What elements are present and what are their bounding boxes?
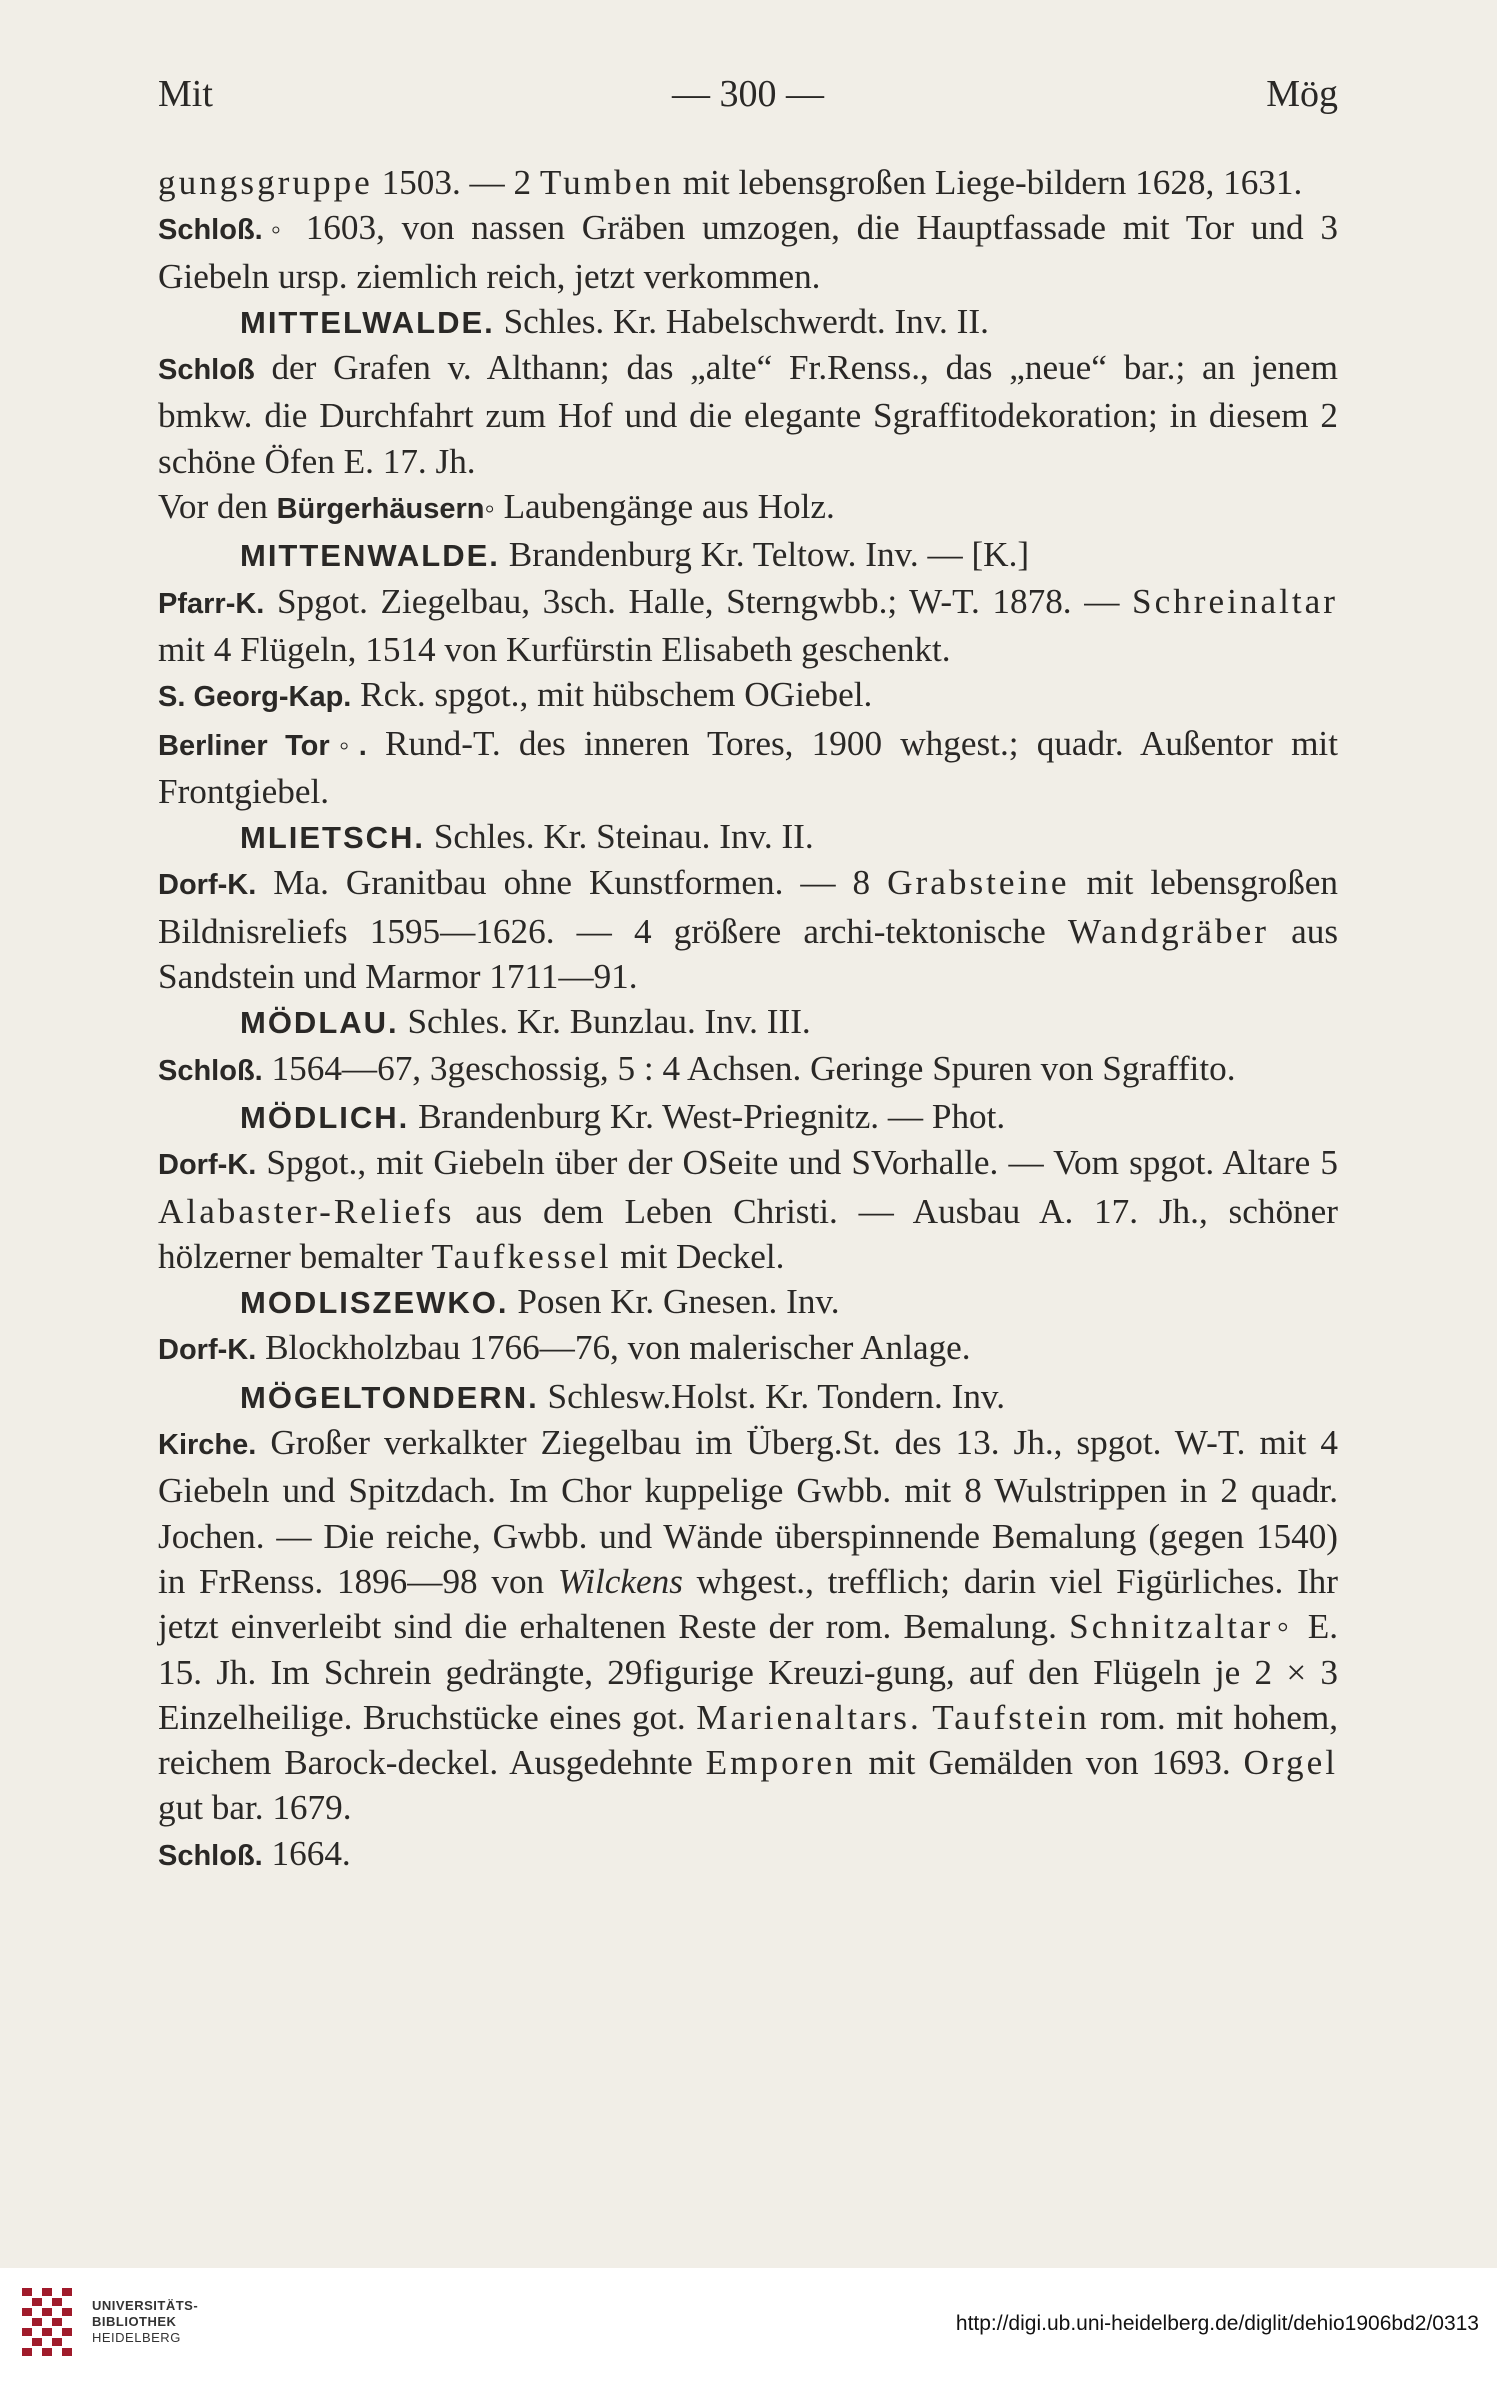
keyword: Schloß. (158, 1839, 263, 1872)
text-run: Schles. Kr. Habelschwerdt. Inv. II. (494, 301, 989, 341)
place-heading: MLIETSCH. (240, 820, 426, 856)
text-run: mit lebensgroßen Liege-bildern 1628, 1631. (673, 163, 1303, 202)
text-run: mit lebensgroßen Bildnisreliefs 1595—1626. — 4 größere archi-tektonische (158, 863, 1338, 951)
spaced-term: Schnitzaltar◦ (1069, 1607, 1296, 1647)
text-run: whgest., trefflich; darin viel Figürliches. Ihr jetzt einverleibt sind die erhaltenen Reste der rom. Bemalung. (158, 1561, 1338, 1647)
keyword: Schloß.◦ (158, 214, 289, 247)
place-heading-line (158, 814, 1338, 860)
text-run: gut bar. 1679. (158, 1788, 352, 1828)
text-run: der Grafen v. Althann; das „alte“ Fr.Renss., das „neue“ bar.; an jenem bmkw. die Durchfahrt zum Hof und die elegante Sgraffitodekoration; in diesem 2 schöne Öfen E. 17. Jh. (158, 348, 1338, 481)
spaced-term: Marienaltars. (696, 1697, 922, 1737)
place-heading: MODLISZEWKO. (240, 1285, 509, 1321)
paragraph (158, 1325, 1338, 1373)
paragraph (158, 345, 1338, 484)
text-run: Vor den (158, 487, 277, 527)
paragraph (158, 1831, 1338, 1879)
keyword: Schloß (158, 354, 255, 387)
library-name (92, 2298, 198, 2346)
library-seal-icon (18, 2282, 76, 2366)
italic-name: Wilckens (557, 1561, 683, 1601)
footer-bar (0, 2268, 1497, 2384)
text-run: 1503. — 2 (372, 163, 540, 202)
page-number: — 300 — (672, 73, 824, 115)
text-run: aus dem Leben Christi. — Ausbau A. 17. Jh., schöner hölzerner bemalter (158, 1191, 1338, 1276)
header-left-catchword: Mit (158, 73, 213, 115)
paragraph (158, 721, 1338, 815)
place-heading-line (158, 532, 1338, 578)
spaced-term: Tumben (539, 163, 674, 202)
text-run: rom. mit hohem, reichem Barock-deckel. Ausgedehnte (158, 1697, 1339, 1783)
text-run: Schles. Kr. Steinau. Inv. II. (425, 817, 814, 857)
library-name-line: UNIVERSITÄTS- (92, 2298, 199, 2313)
spaced-term: Taufstein (932, 1697, 1090, 1737)
place-heading: MITTELWALDE. (240, 304, 495, 340)
body-text (158, 160, 1338, 1879)
place-heading-line (158, 1374, 1338, 1420)
text-run: mit Gemälden von 1693. (855, 1743, 1244, 1783)
keyword: Schloß. (158, 1054, 263, 1087)
text-run: mit 4 Flügeln, 1514 von Kurfürstin Elisabeth geschenkt. (158, 629, 951, 669)
spaced-term: Taufkessel (431, 1236, 612, 1276)
keyword: Berliner Tor◦. (158, 729, 367, 762)
text-run: Schlesw.Holst. Kr. Tondern. Inv. (538, 1376, 1006, 1416)
place-heading-line (158, 299, 1338, 345)
paragraph (158, 860, 1338, 999)
header-right-catchword: Mög (1266, 73, 1338, 115)
paragraph (158, 484, 1338, 532)
library-name-line: HEIDELBERG (92, 2330, 181, 2345)
text-run: mit Deckel. (611, 1236, 785, 1276)
text-run: Blockholzbau 1766—76, von malerischer Anlage. (256, 1328, 971, 1368)
text-run: Rck. spgot., mit hübschem OGiebel. (351, 675, 873, 715)
keyword: Pfarr-K. (158, 587, 265, 620)
place-heading: MÖDLICH. (240, 1099, 410, 1135)
text-run: Posen Kr. Gnesen. Inv. (508, 1282, 840, 1322)
paragraph (158, 205, 1338, 299)
text-run: Spgot. Ziegelbau, 3sch. Halle, Sterngwbb.; W-T. 1878. — (264, 581, 1132, 621)
text-run: Laubengänge aus Holz. (494, 487, 835, 527)
keyword: S. Georg-Kap. (158, 681, 352, 714)
keyword: Kirche. (158, 1429, 257, 1462)
place-heading-line (158, 1094, 1338, 1140)
text-run: E. 15. Jh. Im Schrein gedrängte, 29figurige Kreuzi-gung, auf den Flügeln je 2 × 3 Einzelheilige. Bruchstücke eines got. (158, 1607, 1338, 1737)
text-run: Schles. Kr. Bunzlau. Inv. III. (398, 1002, 811, 1042)
text-run: Brandenburg Kr. Teltow. Inv. — [K.] (499, 535, 1030, 575)
keyword: Dorf-K. (158, 1334, 257, 1367)
paragraph (158, 579, 1338, 673)
paragraph (158, 1046, 1338, 1094)
text-run: Ma. Granitbau ohne Kunstformen. — 8 (256, 863, 888, 903)
place-heading: MÖGELTONDERN. (240, 1379, 539, 1415)
paragraph (158, 1420, 1338, 1831)
spaced-term: Grabsteine (887, 863, 1070, 903)
spaced-term: Alabaster-Reliefs (158, 1191, 455, 1231)
place-heading-line (158, 999, 1338, 1045)
place-heading: MÖDLAU. (240, 1005, 399, 1041)
keyword: Dorf-K. (158, 869, 257, 902)
spaced-term: Orgel (1243, 1743, 1338, 1783)
text-run: Großer verkalkter Ziegelbau im Überg.St. des 13. Jh., spgot. W-T. mit 4 Giebeln und Spitzdach. Im Chor kuppelige Gwbb. mit 8 Wulstrippen in 2 quadr. Jochen. — Die reiche, Gwbb. und Wände überspinnende Bemalung (gegen 1540) in FrRenss. 1896—98 von (158, 1423, 1338, 1601)
running-header (158, 72, 1338, 132)
keyword: Dorf-K. (158, 1149, 257, 1182)
place-heading: MITTENWALDE. (240, 538, 500, 574)
text-run (922, 1698, 932, 1737)
text-run: aus Sandstein und Marmor 1711—91. (158, 911, 1339, 997)
spaced-term: Wandgräber (1067, 911, 1269, 951)
source-url-link[interactable]: http://digi.ub.uni-heidelberg.de/diglit/dehio1906bd2/0313 (955, 2312, 1479, 2335)
spaced-term: Schreinaltar (1132, 581, 1338, 621)
spaced-term: Emporen (705, 1743, 856, 1783)
text-run: 1603, von nassen Gräben umzogen, die Hauptfassade mit Tor und 3 Giebeln ursp. ziemlich reich, jetzt verkommen. (158, 208, 1338, 296)
text-run: Brandenburg Kr. West-Priegnitz. — Phot. (409, 1096, 1006, 1136)
library-name-line: BIBLIOTHEK (92, 2314, 177, 2329)
spaced-term: gungsgruppe (158, 163, 373, 202)
paragraph (158, 1140, 1338, 1279)
text-run: Spgot., mit Giebeln über der OSeite und SVorhalle. — Vom spgot. Altare 5 (256, 1143, 1338, 1183)
text-run: 1664. (262, 1833, 351, 1873)
keyword: Bürgerhäusern◦ (276, 493, 495, 526)
paragraph (158, 160, 1338, 205)
paragraph (158, 672, 1338, 720)
place-heading-line (158, 1279, 1338, 1325)
text-run: Rund-T. des inneren Tores, 1900 whgest.; quadr. Außentor mit Frontgiebel. (158, 723, 1338, 811)
text-run: 1564—67, 3geschossig, 5 : 4 Achsen. Geringe Spuren von Sgraffito. (262, 1048, 1236, 1088)
